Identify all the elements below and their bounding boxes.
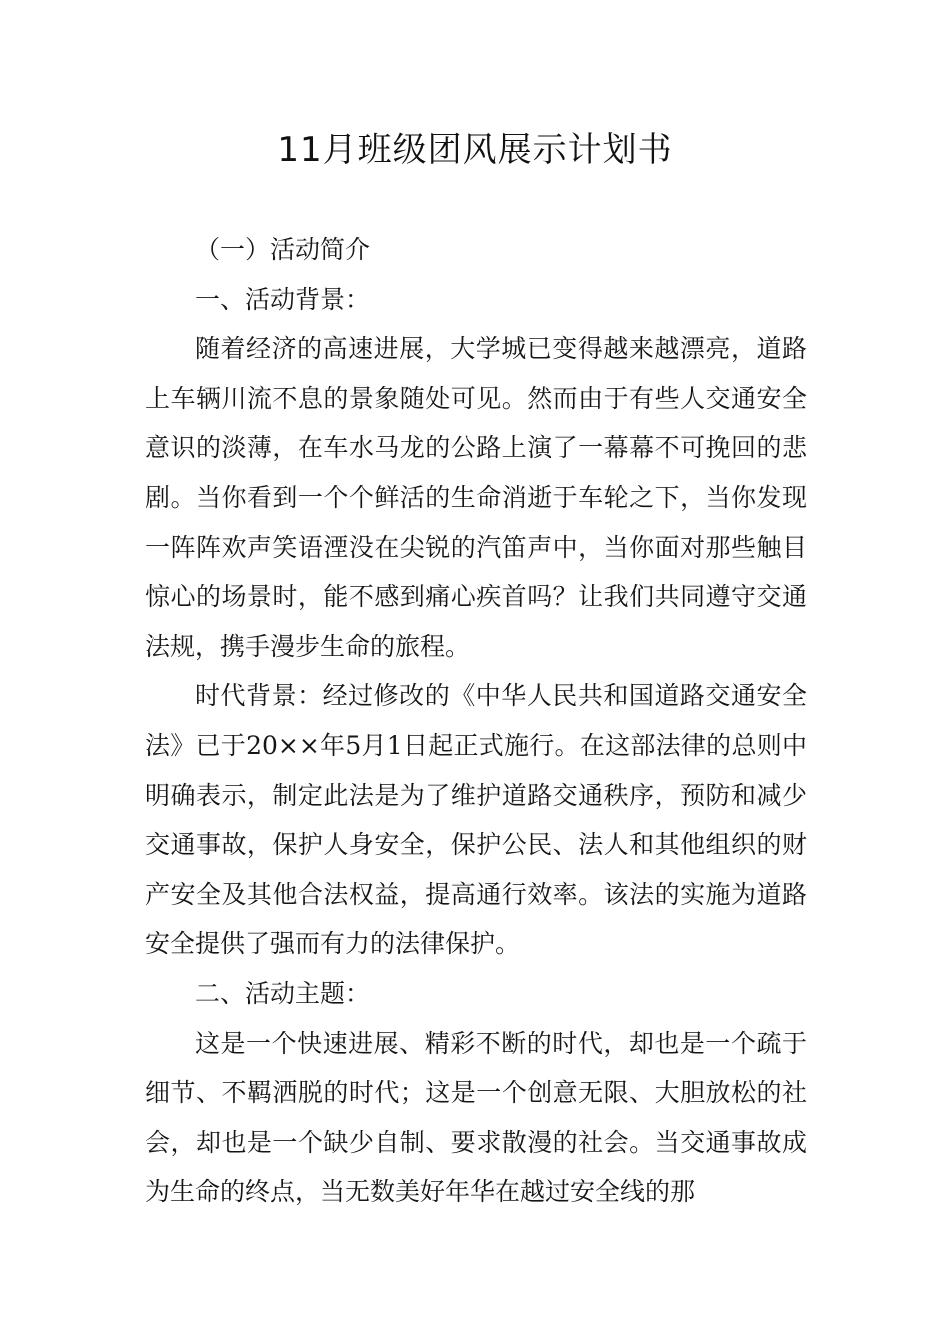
theme-paragraph: 这是一个快速进展、精彩不断的时代，却也是一个疏于细节、不羁洒脱的时代；这是一个创意无限、大胆放松的社会，却也是一个缺少自制、要求散漫的社会。当交通事故成为生命的终点，当无数美好年华在越过安全线的那 [145, 1028, 807, 1207]
theme-heading: 二、活动主题： [195, 978, 371, 1008]
background-paragraph: 随着经济的高速进展，大学城已变得越来越漂亮，道路上车辆川流不息的景象随处可见。然而由于有些人交通安全意识的淡薄，在车水马龙的公路上演了一幕幕不可挽回的悲剧。当你看到一个个鲜活的生命消逝于车轮之下，当你发现一阵阵欢声笑语湮没在尖锐的汽笛声中，当你面对那些触目惊心的场景时，能不感到痛心疾首吗？让我们共同遵守交通法规，携手漫步生命的旅程。 [145, 334, 807, 661]
document-body [145, 225, 807, 1217]
era-background-paragraph: 时代背景：经过修改的《中华人民共和国道路交通安全法》已于20××年5月1日起正式施行。在这部法律的总则中明确表示，制定此法是为了维护道路交通秩序，预防和减少交通事故，保护人身安全，保护公民、法人和其他组织的财产安全及其他合法权益，提高通行效率。该法的实施为道路安全提供了强而有力的法律保护。 [145, 681, 807, 959]
document-title: 11月班级团风展示计划书 [277, 130, 673, 170]
section-intro-heading: （一）活动简介 [195, 235, 371, 264]
background-heading: 一、活动背景： [195, 284, 371, 314]
